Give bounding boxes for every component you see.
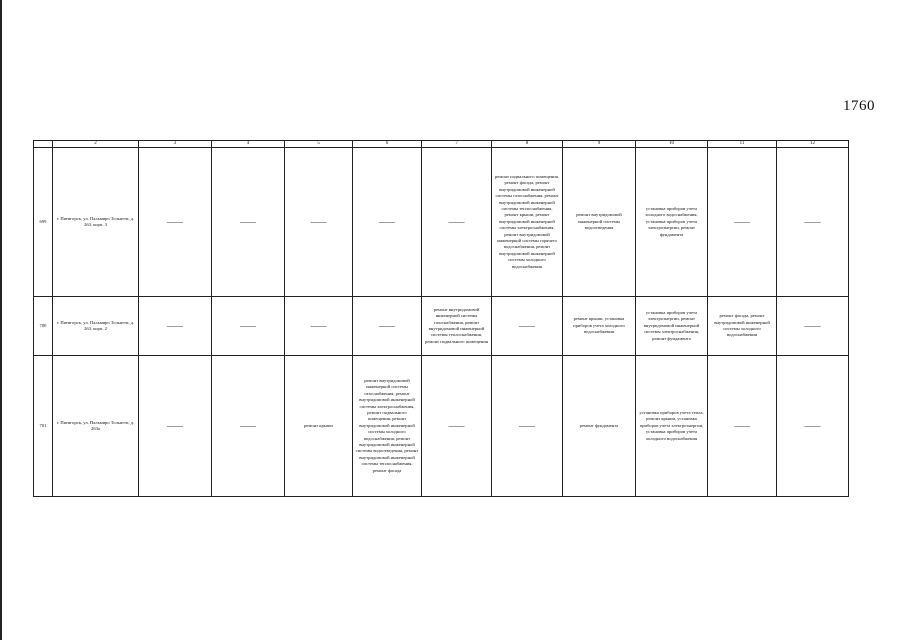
empty-dash-cell: —— [777, 356, 849, 497]
table-row [34, 356, 849, 497]
empty-dash-cell: —— [212, 148, 285, 297]
header-cell: 6 [353, 141, 422, 148]
empty-dash-cell: —— [777, 297, 849, 356]
empty-dash-cell: —— [285, 148, 353, 297]
header-cell-empty [34, 141, 53, 148]
header-cell: 9 [563, 141, 636, 148]
empty-dash-cell: —— [422, 356, 492, 497]
table-row [34, 297, 849, 356]
empty-dash-cell: —— [777, 148, 849, 297]
empty-dash-cell: —— [285, 297, 353, 356]
empty-dash-cell: —— [708, 356, 777, 497]
table-row [34, 148, 849, 297]
address-cell: г. Пятигорск, ул. Пальмиро Тольятти, д. 263, корп. 3 [53, 148, 139, 297]
work-description-cell: ремонт внутридомовой инженерной системы водоотведения [563, 148, 636, 297]
work-description-cell: установка приборов учета холодного водоснабжения, установка приборов учета электроэнергии, ремонт фундамента [636, 148, 708, 297]
empty-dash-cell: —— [212, 297, 285, 356]
work-description-cell: ремонт фасада, ремонт внутридомовой инженерной системы холодного водоснабжения [708, 297, 777, 356]
header-cell: 12 [777, 141, 849, 148]
header-cell: 3 [139, 141, 212, 148]
header-cell: 11 [708, 141, 777, 148]
empty-dash-cell: —— [139, 148, 212, 297]
header-cell: 4 [212, 141, 285, 148]
row-number: 701 [34, 356, 53, 497]
address-cell: г. Пятигорск, ул. Пальмиро Тольятти, д. 263, корп. 2 [53, 297, 139, 356]
header-row [34, 141, 849, 148]
row-number: 700 [34, 297, 53, 356]
work-description-cell: ремонт внутридомовой инженерной системы газоснабжения, ремонт внутридомовой инженерной системы электроснабжения, ремонт подвального помещения, ремонт внутридомовой инженерной системы холодного водоснабжения, ремонт внутридомовой инженерной системы водоотведения, ремонт внутридомовой инженерной системы теплоснабжения, ремонт фасада [353, 356, 422, 497]
work-description-cell: установка приборов учета тепла, ремонт крыши, установка приборов учета электроэнергии, установка приборов учета холодного водоснабжения [636, 356, 708, 497]
empty-dash-cell: —— [139, 297, 212, 356]
empty-dash-cell: —— [353, 297, 422, 356]
work-description-cell: ремонт фундамента [563, 356, 636, 497]
empty-dash-cell: —— [139, 356, 212, 497]
header-cell: 7 [422, 141, 492, 148]
work-description-cell: ремонт крыши [285, 356, 353, 497]
header-cell: 8 [492, 141, 563, 148]
work-description-cell: ремонт внутридомовой инженерной системы газоснабжения, ремонт внутридомовой инженерной системы теплоснабжения, ремонт подвального помещения [422, 297, 492, 356]
header-cell: 2 [53, 141, 139, 148]
repair-schedule-table [33, 140, 849, 497]
empty-dash-cell: —— [353, 148, 422, 297]
empty-dash-cell: —— [492, 297, 563, 356]
empty-dash-cell: —— [708, 148, 777, 297]
row-number: 699 [34, 148, 53, 297]
empty-dash-cell: —— [212, 356, 285, 497]
empty-dash-cell: —— [422, 148, 492, 297]
work-description-cell: установка приборов учета электроэнергии, ремонт внутридомовой инженерной системы электроснабжения, ремонт фундамента [636, 297, 708, 356]
work-description-cell: ремонт подвального помещения, ремонт фасада, ремонт внутридомовой инженерной системы газоснабжения, ремонт внутридомовой инженерной системы теплоснабжения, ремонт крыши, ремонт внутридомовой инженерной системы электроснабжения, ремонт внутридомовой инженерной системы горячего водоснабжения, ремонт внутридомовой инженерной системы холодного водоснабжения [492, 148, 563, 297]
header-cell: 5 [285, 141, 353, 148]
empty-dash-cell: —— [492, 356, 563, 497]
work-description-cell: ремонт крыши, установка приборов учета холодного водоснабжения [563, 297, 636, 356]
address-cell: г. Пятигорск, ул. Пальмиро Тольятти, д. 263а [53, 356, 139, 497]
page-number: 1760 [843, 98, 875, 114]
header-cell: 10 [636, 141, 708, 148]
left-margin-rule [0, 0, 2, 640]
